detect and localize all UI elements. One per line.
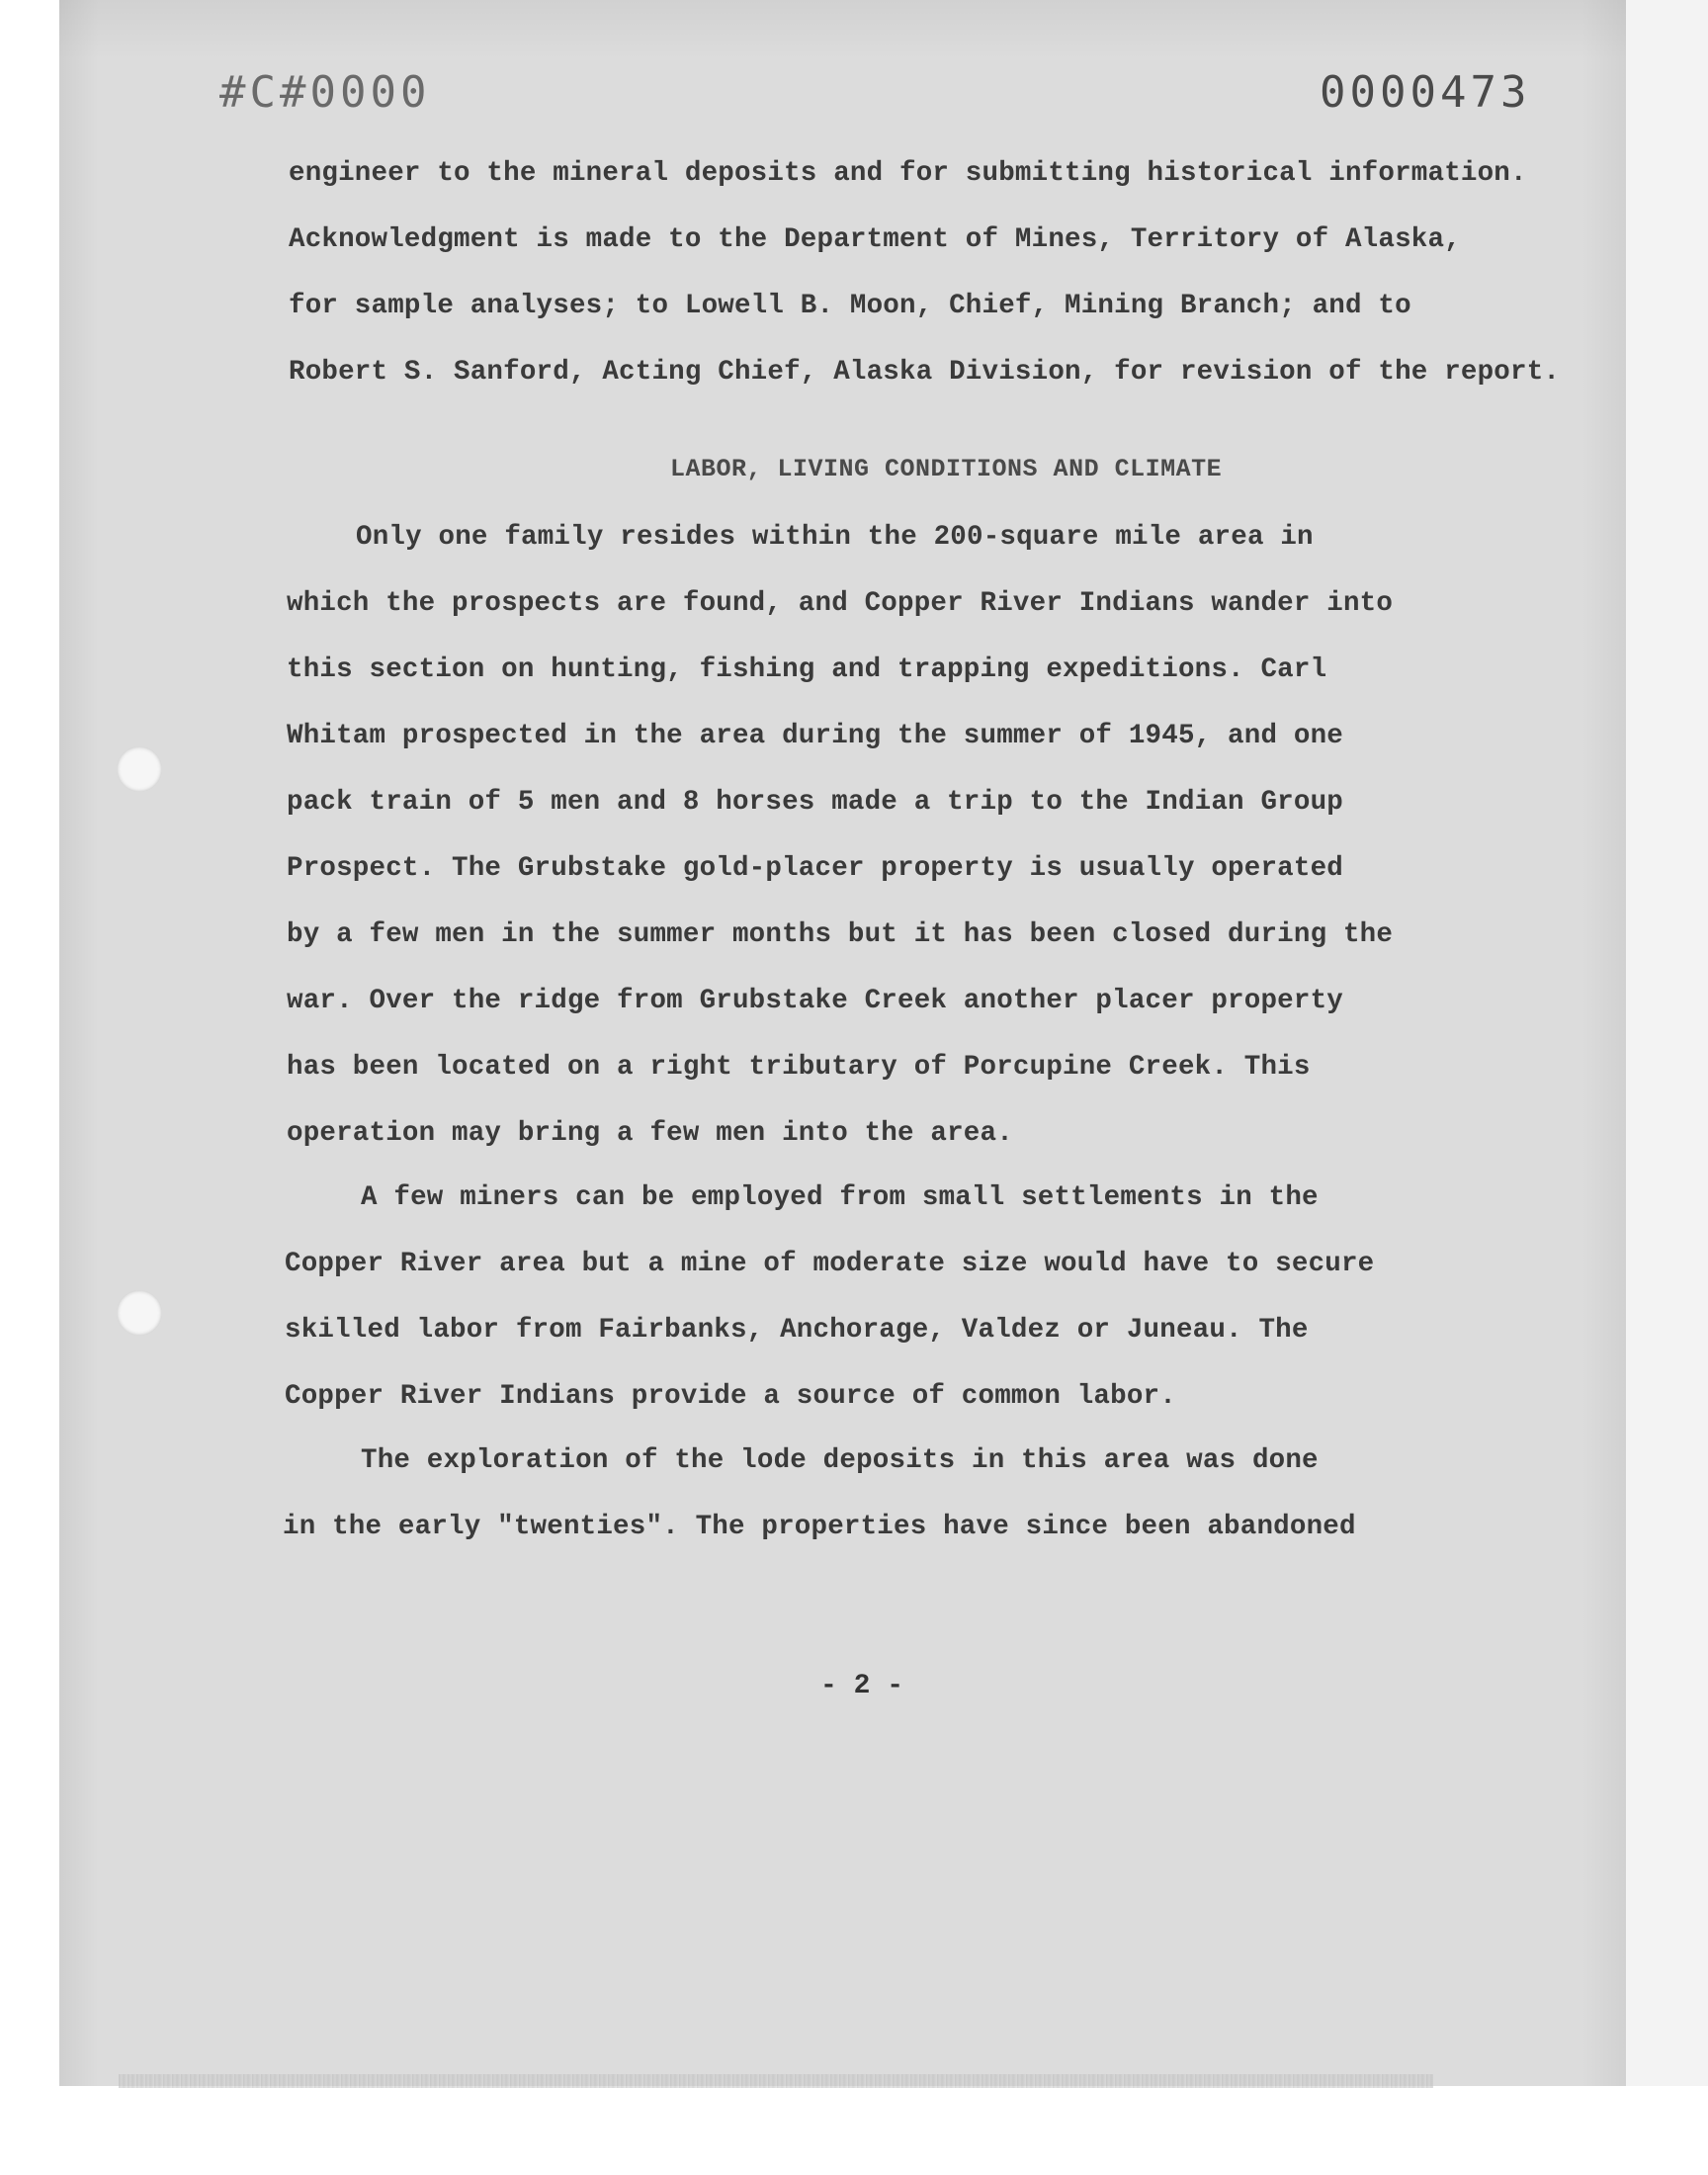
paragraph-line: Only one family resides within the 200-square mile area in: [356, 522, 1314, 553]
paragraph-line: this section on hunting, fishing and trapping expeditions. Carl: [287, 654, 1327, 685]
paragraph-line: operation may bring a few men into the area.: [287, 1118, 1013, 1149]
paragraph-line: The exploration of the lode deposits in this area was done: [361, 1445, 1319, 1476]
page-bottom-margin: [0, 2086, 1708, 2175]
paragraph-line: which the prospects are found, and Copper River Indians wander into: [287, 588, 1394, 619]
paragraph-line: pack train of 5 men and 8 horses made a trip to the Indian Group: [287, 787, 1343, 818]
paragraph-line: Prospect. The Grubstake gold-placer property is usually operated: [287, 853, 1343, 884]
serial-number-left: #C#0000: [219, 67, 431, 118]
punch-hole-icon: [117, 1290, 162, 1336]
page-number: - 2 -: [820, 1671, 904, 1701]
page-margin-strip: [1626, 0, 1708, 2086]
paragraph-line: has been located on a right tributary of Porcupine Creek. This: [287, 1052, 1311, 1083]
paragraph-line: by a few men in the summer months but it has been closed during the: [287, 919, 1394, 950]
intro-line: Acknowledgment is made to the Department of Mines, Territory of Alaska,: [289, 224, 1461, 255]
section-heading: LABOR, LIVING CONDITIONS AND CLIMATE: [670, 455, 1223, 483]
paragraph-line: A few miners can be employed from small settlements in the: [361, 1182, 1319, 1213]
paragraph-line: Whitam prospected in the area during the summer of 1945, and one: [287, 721, 1343, 751]
paragraph-line: war. Over the ridge from Grubstake Creek another placer property: [287, 986, 1343, 1016]
intro-line: Robert S. Sanford, Acting Chief, Alaska Division, for revision of the report.: [289, 357, 1561, 388]
punch-hole-icon: [117, 746, 162, 792]
intro-line: engineer to the mineral deposits and for submitting historical information.: [289, 158, 1527, 189]
paragraph-line: in the early "twenties". The properties have since been abandoned: [283, 1512, 1356, 1542]
serial-number-right: 0000473: [1320, 67, 1531, 118]
paragraph-line: Copper River area but a mine of moderate size would have to secure: [285, 1249, 1375, 1279]
paragraph-line: Copper River Indians provide a source of common labor.: [285, 1381, 1176, 1412]
intro-line: for sample analyses; to Lowell B. Moon, Chief, Mining Branch; and to: [289, 291, 1411, 321]
scan-edge-noise: [119, 2074, 1433, 2088]
paragraph-line: skilled labor from Fairbanks, Anchorage, Valdez or Juneau. The: [285, 1315, 1309, 1346]
